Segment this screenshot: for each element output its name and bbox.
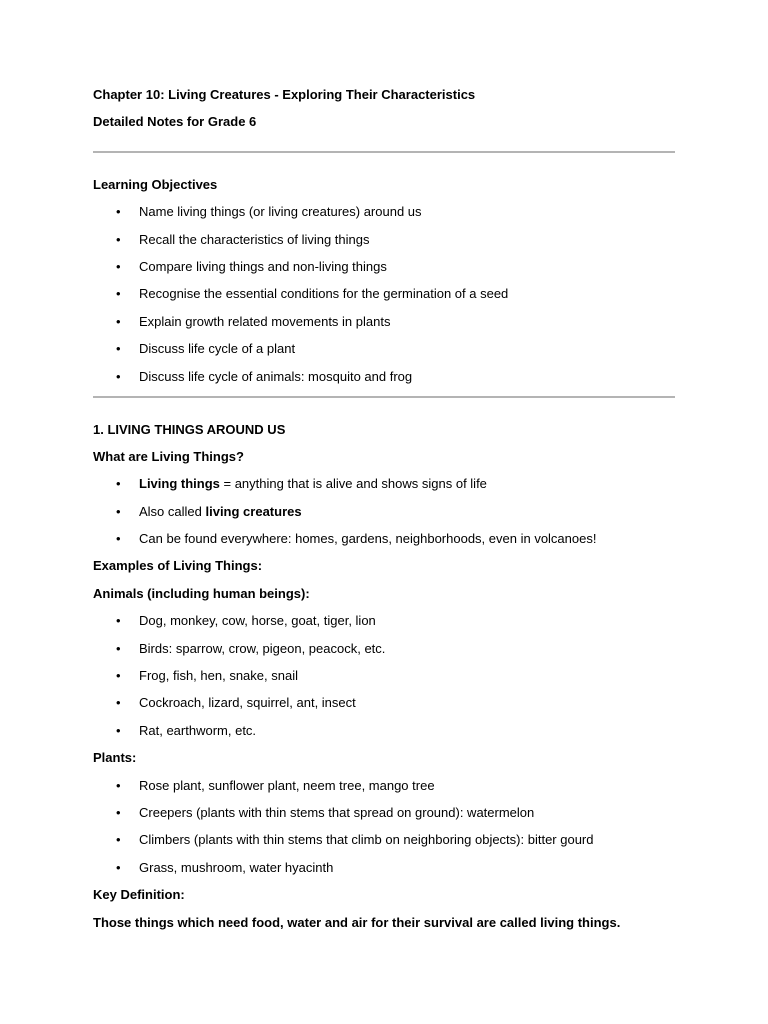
list-item: • Rose plant, sunflower plant, neem tree, mango tree bbox=[116, 777, 435, 793]
list-item: • Grass, mushroom, water hyacinth bbox=[116, 859, 334, 875]
bullet-icon: • bbox=[116, 368, 121, 384]
bullet-icon: • bbox=[116, 804, 121, 820]
bullet-icon: • bbox=[116, 258, 121, 274]
bullet-icon: • bbox=[116, 476, 121, 492]
list-item: • Also called living creatures bbox=[116, 503, 302, 519]
key-definition-heading: Key Definition: bbox=[93, 887, 185, 903]
notes-subtitle: Detailed Notes for Grade 6 bbox=[93, 114, 257, 130]
definition-list bbox=[93, 475, 675, 557]
bullet-icon: • bbox=[116, 832, 121, 848]
bullet-icon: • bbox=[116, 313, 121, 329]
plants-list bbox=[93, 777, 675, 887]
bullet-icon: • bbox=[116, 286, 121, 302]
list-item: • Recall the characteristics of living things bbox=[116, 231, 370, 247]
bullet-icon: • bbox=[116, 531, 121, 547]
bullet-icon: • bbox=[116, 503, 121, 519]
bullet-icon: • bbox=[116, 231, 121, 247]
key-definition-text: Those things which need food, water and air for their survival are called living things. bbox=[93, 914, 621, 930]
list-item: • Rat, earthworm, etc. bbox=[116, 722, 257, 738]
animals-list bbox=[93, 612, 675, 749]
list-item: • Discuss life cycle of a plant bbox=[116, 341, 296, 357]
list-item: • Name living things (or living creatures) around us bbox=[116, 204, 422, 220]
bullet-icon: • bbox=[116, 613, 121, 629]
bullet-icon: • bbox=[116, 640, 121, 656]
bullet-icon: • bbox=[116, 341, 121, 357]
list-item: • Birds: sparrow, crow, pigeon, peacock, etc. bbox=[116, 640, 386, 656]
subsection-heading: What are Living Things? bbox=[93, 448, 244, 464]
list-item: • Can be found everywhere: homes, gardens, neighborhoods, even in volcanoes! bbox=[116, 531, 597, 547]
list-item: • Explain growth related movements in plants bbox=[116, 313, 391, 329]
bullet-icon: • bbox=[116, 722, 121, 738]
bullet-icon: • bbox=[116, 204, 121, 220]
list-item: • Dog, monkey, cow, horse, goat, tiger, lion bbox=[116, 613, 376, 629]
list-item: • Creepers (plants with thin stems that spread on ground): watermelon bbox=[116, 804, 535, 820]
list-item: • Compare living things and non-living things bbox=[116, 258, 387, 274]
bullet-icon: • bbox=[116, 695, 121, 711]
objectives-heading: Learning Objectives bbox=[93, 176, 218, 192]
bullet-icon: • bbox=[116, 777, 121, 793]
list-item: • Recognise the essential conditions for the germination of a seed bbox=[116, 286, 509, 302]
chapter-title: Chapter 10: Living Creatures - Exploring Their Characteristics bbox=[93, 87, 476, 102]
objectives-list bbox=[93, 203, 675, 385]
list-item: • Climbers (plants with thin stems that climb on neighboring objects): bitter gourd bbox=[116, 832, 594, 848]
list-item: • Living things = anything that is alive and shows signs of life bbox=[116, 476, 487, 492]
list-item: • Discuss life cycle of animals: mosquito and frog bbox=[116, 368, 413, 384]
list-item: • Cockroach, lizard, squirrel, ant, insect bbox=[116, 695, 356, 711]
animals-heading: Animals (including human beings): bbox=[93, 585, 310, 601]
list-item: • Frog, fish, hen, snake, snail bbox=[116, 668, 298, 684]
bullet-icon: • bbox=[116, 859, 121, 875]
document-page bbox=[93, 86, 675, 941]
plants-heading: Plants: bbox=[93, 750, 137, 766]
bullet-icon: • bbox=[116, 668, 121, 684]
section-heading: 1. LIVING THINGS AROUND US bbox=[93, 421, 286, 437]
examples-heading: Examples of Living Things: bbox=[93, 558, 263, 574]
